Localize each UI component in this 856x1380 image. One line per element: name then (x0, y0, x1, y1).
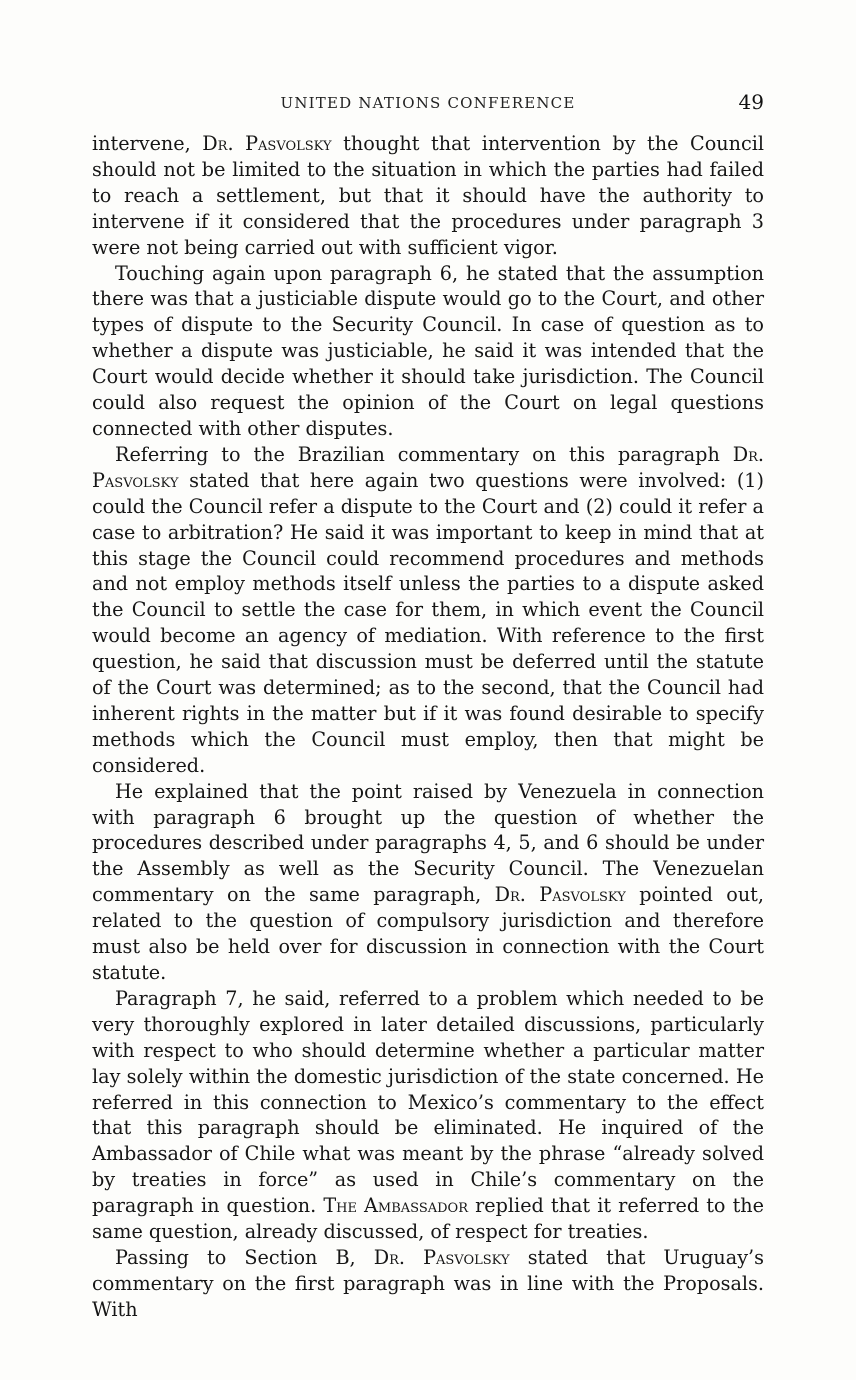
body-text (92, 131, 764, 1323)
speaker-name: Dr. Pasvolsky (373, 1245, 510, 1269)
text-segment: Touching again upon paragraph 6, he stated that the assumption there was that a justiciable dispute would go to the Court, and other types of dispute to the Security Council. In case of question as to whether a dispute was justiciable, he said it was intended that the Court would decide whether it should take jurisdiction. The Council could also request the opinion of the Court on legal questions connected with other disputes. (92, 261, 764, 440)
paragraph (92, 779, 764, 986)
paragraph-continued (92, 131, 764, 261)
text-segment: stated that Uruguay’s commentary on the first paragraph was in line with the Proposals. With (92, 1245, 764, 1321)
paragraph (92, 1245, 764, 1323)
text-segment: stated that here again two questions were involved: (1) could the Council refer a dispute to the Court and (2) could it refer a case to arbitration? He said it was important to keep in mind that at this stage the Council could recommend procedures and methods and not employ methods itself unless the parties to a dispute asked the Council to settle the case for them, in which event the Council would become an agency of mediation. With reference to the first question, he said that discussion must be deferred until the statute of the Court was determined; as to the second, that the Council had inherent rights in the matter but if it was found desirable to specify methods which the Council must employ, then that might be considered. (92, 468, 764, 777)
text-segment: Paragraph 7, he said, referred to a problem which needed to be very thoroughly explored in later detailed discussions, particularly with respect to who should determine whether a particular matter lay solely within the domestic jurisdiction of the state concerned. He referred in this connection to Mexico’s commentary to the effect that this paragraph should be eliminated. He inquired of the Ambassador of Chile what was meant by the phrase “already solved by treaties in force” as used in Chile’s commentary on the paragraph in question. (92, 986, 764, 1218)
text-segment: intervene, (92, 132, 203, 155)
speaker-name: Dr. Pasvolsky (92, 442, 764, 492)
speaker-name: Dr. Pasvolsky (202, 132, 332, 155)
speaker-name: The Ambassador (323, 1194, 469, 1218)
text-segment: Passing to Section B, (115, 1245, 374, 1269)
text-segment: thought that intervention by the Council should not be limited to the situation in which the parties had failed to reach a settlement, but that it should have the authority to intervene if it considered that the procedures under paragraph 3 were not being carried out with sufficient vigor. (92, 132, 764, 259)
text-segment: He explained that the point raised by Venezuela in connection with paragraph 6 brought up the question of whether the procedures described under paragraphs 4, 5, and 6 should be under the Assembly as well as the Security Council. The Venezuelan commentary on the same paragraph, (92, 779, 764, 907)
running-header (92, 90, 764, 118)
speaker-name: Dr. Pasvolsky (494, 883, 626, 907)
text-segment: pointed out, related to the question of compulsory jurisdiction and therefore must also be held over for discussion in connection with the Court statute. (92, 883, 764, 984)
text-segment: Referring to the Brazilian commentary on this paragraph (115, 442, 733, 466)
paragraph (92, 442, 764, 779)
paragraph (92, 986, 764, 1245)
paragraph (92, 261, 764, 442)
text-segment: replied that it referred to the same question, already discussed, of respect for treaties. (92, 1194, 764, 1244)
running-title: UNITED NATIONS CONFERENCE (280, 94, 576, 112)
page-number: 49 (738, 90, 764, 114)
